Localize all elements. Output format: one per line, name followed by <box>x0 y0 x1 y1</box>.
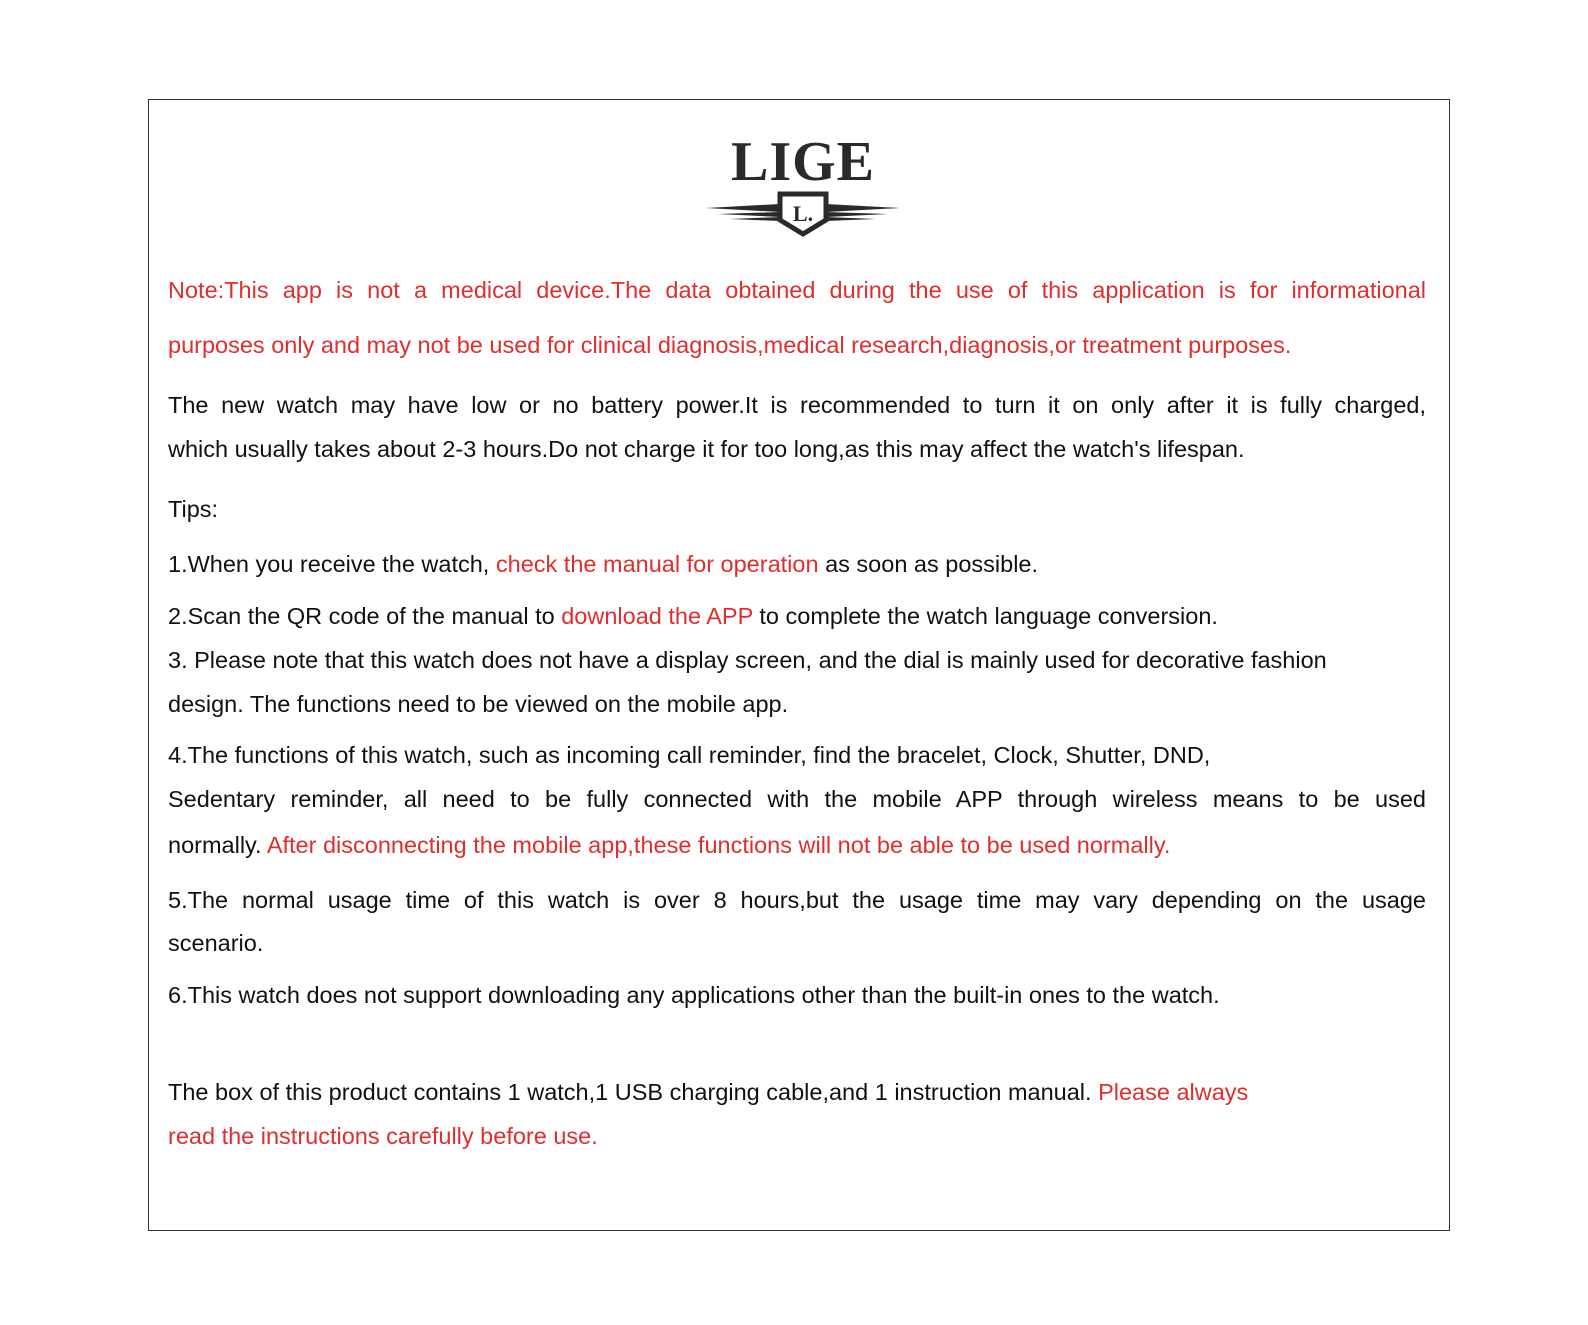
tip-4-line-3 <box>168 832 1426 859</box>
tip-5-end <box>168 930 1426 957</box>
box-contents-text: The box of this product contains 1 watch,1 USB charging cable,and 1 instruction manual. <box>168 1079 1099 1105</box>
battery-line-2: which usually takes about 2-3 hours.Do not charge it for too long,as this may affect the watch's lifespan. <box>168 436 1245 462</box>
tip-3-end <box>168 691 1426 718</box>
medical-disclaimer <box>168 277 1426 304</box>
tip-1-highlight: check the manual for operation <box>495 551 819 577</box>
battery-paragraph-end <box>168 436 1426 463</box>
tip-3-line-1: 3. Please note that this watch does not have a display screen, and the dial is mainly used for decorative fashion <box>168 647 1327 673</box>
tip-5 <box>168 887 1426 914</box>
tip-1-before: 1.When you receive the watch, <box>168 551 496 577</box>
tip-4-line-2: Sedentary reminder, all need to be fully connected with the mobile APP through wireless means to be used <box>168 786 1426 812</box>
tip-4 <box>168 742 1426 769</box>
emblem-letter: L. <box>792 201 814 226</box>
box-line-1 <box>168 1079 1426 1106</box>
tip-1-text <box>168 551 1426 578</box>
tip-5-line-2: scenario. <box>168 930 264 956</box>
battery-line-1: The new watch may have low or no battery power.It is recommended to turn it on only after it is fully charged, <box>168 392 1426 418</box>
tip-4-line-1: 4.The functions of this watch, such as incoming call reminder, find the bracelet, Clock, Shutter, DND, <box>168 742 1211 768</box>
tip-4-line-3-before: normally. <box>168 832 267 858</box>
box-reminder-end: read the instructions carefully before use. <box>168 1123 598 1149</box>
tip-2-before: 2.Scan the QR code of the manual to <box>168 603 562 629</box>
tip-1-after: as soon as possible. <box>818 551 1039 577</box>
tips-heading-text: Tips: <box>168 496 219 522</box>
tip-3-line-2: design. The functions need to be viewed on the mobile app. <box>168 691 789 717</box>
tip-1 <box>168 551 1426 578</box>
disclaimer-line-1: Note:This app is not a medical device.The data obtained during the use of this application is for informational <box>168 277 1426 303</box>
tip-2-after: to complete the watch language conversion. <box>752 603 1218 629</box>
lige-logo <box>688 132 918 242</box>
tip-6 <box>168 982 1426 1009</box>
tip-3 <box>168 647 1426 674</box>
medical-disclaimer-end <box>168 332 1426 359</box>
disclaimer-line-2: purposes only and may not be used for clinical diagnosis,medical research,diagnosis,or treatment purposes. <box>168 332 1292 358</box>
tip-2-highlight: download the APP <box>561 603 753 629</box>
tip-2-text <box>168 603 1426 630</box>
tips-heading <box>168 496 1426 523</box>
tip-6-text: 6.This watch does not support downloading any applications other than the built-in ones to the watch. <box>168 982 1220 1008</box>
tip-5-line-1: 5.The normal usage time of this watch is over 8 hours,but the usage time may vary depending on the usage <box>168 887 1426 913</box>
tip-2 <box>168 603 1426 630</box>
battery-paragraph <box>168 392 1426 419</box>
box-reminder-start: Please always <box>1098 1079 1249 1105</box>
box-contents <box>168 1079 1426 1106</box>
tip-4-middle <box>168 786 1426 813</box>
logo-wordmark: LIGE <box>730 131 876 193</box>
tip-4-end <box>168 832 1426 859</box>
tip-4-warning: After disconnecting the mobile app,these functions will not be able to be used normally. <box>266 832 1171 858</box>
box-contents-end <box>168 1123 1426 1150</box>
winged-emblem-icon <box>688 186 918 242</box>
